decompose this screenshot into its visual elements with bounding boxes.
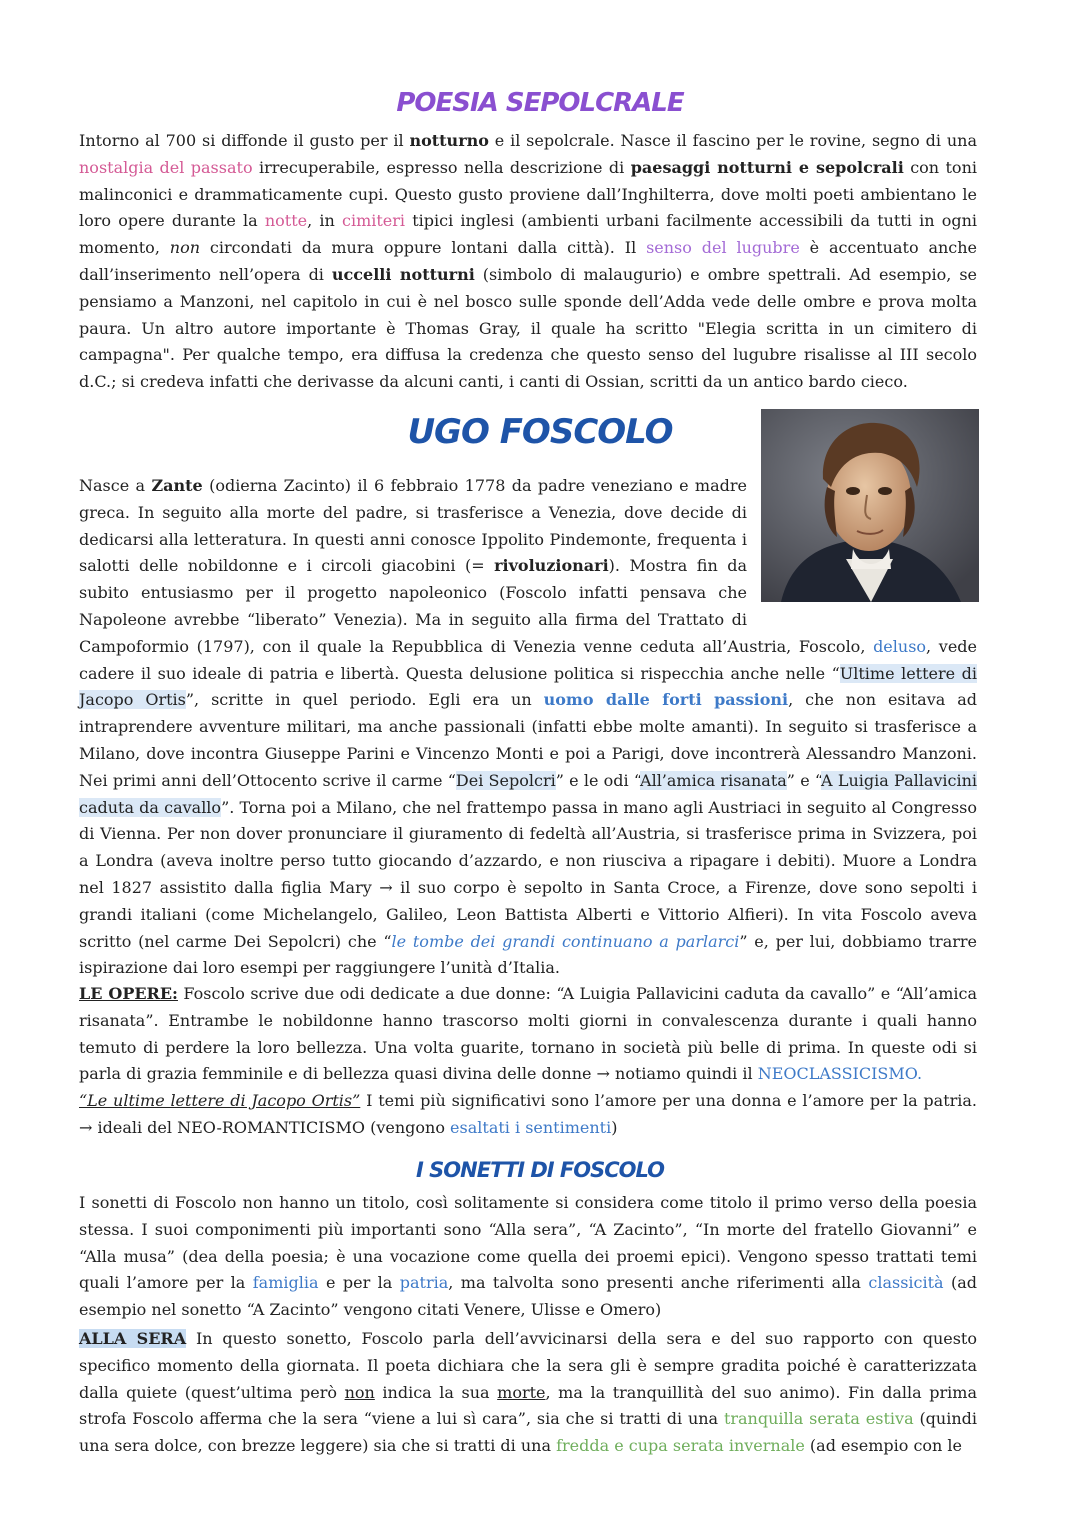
title-poesia-sepolcrale: POESIA SEPOLCRALE	[396, 88, 684, 118]
highlighted-title: All’amica risanata	[640, 770, 787, 790]
highlight-text: NEOCLASSICISMO.	[757, 1064, 923, 1084]
highlight-text: notte	[264, 211, 308, 231]
portrait-image	[761, 409, 979, 602]
highlight-text: tranquilla serata estiva	[723, 1409, 914, 1429]
text: con toni malinconici e drammaticamente cupi. Questo gusto proviene dall’Inghilterra, dove molti poeti ambientano le loro opere durante la	[79, 157, 977, 231]
paragraph-alla-sera	[79, 1326, 977, 1460]
section-label: ALLA SERA	[79, 1329, 187, 1348]
section-label: LE OPERE:	[79, 984, 178, 1003]
bold-highlight-text: uomo dalle forti passioni	[543, 690, 789, 710]
text: (ad esempio con le	[804, 1436, 963, 1456]
bold-text: rivoluzionari	[494, 556, 609, 576]
text: e il sepolcrale. Nasce il fascino per le rovine, segno di una	[488, 131, 978, 150]
underlined-text: morte	[497, 1382, 546, 1402]
text: (quindi una sera dolce, con brezze leggere) sia che si tratti di una	[79, 1409, 978, 1456]
text: )	[611, 1117, 618, 1137]
title-ugo-foscolo: UGO FOSCOLO	[407, 412, 673, 452]
highlight-text: fredda e cupa serata invernale	[556, 1436, 805, 1456]
bold-text: Zante	[151, 476, 203, 495]
text: (odierna Zacinto) il 6 febbraio 1778 da padre veneziano e madre greca. In seguito alla morte del padre, si trasferisce a Venezia, dove decide di dedicarsi alla letteratura. In questi anni conosce Ippolito Pindemonte, frequenta i salotti delle nobildonne e i circoli giacobini (=	[79, 476, 747, 576]
text: (simbolo di malaugurio) e ombre spettrali. Ad esempio, se pensiamo a Manzoni, nel capitolo in cui è nel bosco sulle sponde dell’Adda vede delle ombre e prova molta paura. Un altro autore importante è Thomas Gray, il quale ha scritto "Elegia scritta in un cimitero di campagna". Per qualche tempo, era diffusa la credenza che questo senso del lugubre risalisse al III secolo d.C.; si credeva infatti che derivasse da alcuni canti, i canti di Ossian, scritti da un antico bardo cieco.	[79, 264, 978, 392]
text: e per la	[318, 1273, 400, 1293]
underlined-text: non	[344, 1382, 375, 1402]
text: Foscolo scrive due odi dedicate a due donne: “A Luigia Pallavicini caduta da cavallo” e “All’amica risanata”. Entrambe le nobildonne hanno trascorso molti giorni in convalescenza durante i quali hanno temuto di perdere la loro bellezza. Una volta guarite, tornano in società più belle di prima. In queste odi si parla di grazia femminile e di bellezza quasi divina delle donne → notiamo quindi il	[79, 984, 978, 1084]
highlight-text: classicità	[868, 1273, 944, 1293]
text: ” e “	[786, 770, 822, 790]
bold-text: paesaggi notturni e sepolcrali	[630, 157, 904, 177]
highlight-text: senso del lugubre	[646, 238, 800, 258]
paragraph-biografia	[79, 473, 977, 982]
highlighted-title: Dei Sepolcri	[455, 770, 556, 790]
text: I sonetti di Foscolo non hanno un titolo, così solitamente si considera come titolo il primo verso della poesia stessa. I suoi componimenti più importanti sono “Alla sera”, “A Zacinto”, “In morte del fratello Giovanni” e “Alla musa” (dea della poesia; è una vocazione come quella dei proemi epici). Vengono spesso trattati temi quali l’amore per la	[79, 1193, 977, 1293]
bold-text: uccelli notturni	[331, 264, 475, 284]
highlight-text: famiglia	[252, 1273, 319, 1293]
text: ” e, per lui, dobbiamo trarre ispirazione dai loro esempi per raggiungere l’unità d’Italia.	[79, 931, 978, 978]
text: , che non esitava ad intraprendere avventure militari, ma anche passionali (infatti ebbe molte amanti). In seguito si trasferisce a Milano, dove incontra Giuseppe Parini e Vincenzo Monti e poi a Parigi, dove incontrerà Alessandro Manzoni. Nei primi anni dell’Ottocento scrive il carme “	[79, 690, 978, 790]
text: , ma talvolta sono presenti anche riferimenti alla	[448, 1273, 869, 1293]
text: tipici inglesi (ambienti urbani facilmente accessibili da tutti in ogni momento,	[79, 211, 977, 258]
text: ”. Torna poi a Milano, che nel frattempo passa in mano agli Austriaci in seguito al Congresso di Vienna. Per non dover pronunciare il giuramento di fedeltà all’Austria, si trasferisce prima in Svizzera, poi a Londra (aveva inoltre perso tutto giocando d’azzardo, e non riusciva a ripagare i debiti). Muore a Londra nel 1827 assistito dalla figlia Mary → il suo corpo è sepolto in Santa Croce, a Firenze, dove sono sepolti i grandi italiani (come Michelangelo, Galileo, Leon Battista Alberti e Vittorio Alfieri). In vita Foscolo aveva scritto (nel carme Dei Sepolcri) che “	[79, 797, 977, 951]
text: (ad esempio nel sonetto “A Zacinto” vengono citati Venere, Ulisse e Omero)	[79, 1273, 978, 1320]
title-sonetti: I SONETTI DI FOSCOLO	[416, 1158, 664, 1182]
highlighted-title: A Luigia Pallavicini caduta da cavallo	[79, 770, 978, 817]
italic-text: non	[169, 238, 201, 258]
paragraph-sonetti	[79, 1190, 977, 1324]
highlight-text: nostalgia del passato	[79, 157, 253, 177]
text: , in	[307, 211, 342, 231]
highlight-text: deluso	[873, 636, 927, 656]
text: In questo sonetto, Foscolo parla dell’avvicinarsi della sera e del suo rapporto con questo specifico momento della giornata. Il poeta dichiara che la sera gli è sempre gradita poiché è caratterizzata dalla quiete (quest’ultima però	[79, 1329, 977, 1402]
text: , ma la tranquillità del suo animo). Fin dalla prima strofa Foscolo afferma che la sera “viene a lui sì cara”, sia che si tratti di una	[79, 1382, 977, 1429]
text: Intorno al 700 si diffonde il gusto per il	[79, 131, 410, 150]
text: circondati da mura oppure lontani dalla città). Il	[200, 238, 647, 258]
text: irrecuperabile, espresso nella descrizione di	[252, 157, 631, 177]
text: I temi più significativi sono l’amore per una donna e l’amore per la patria. → ideali del NEO-ROMANTICISMO (vengono	[79, 1091, 978, 1137]
text: indica la sua	[374, 1382, 498, 1402]
bold-text: notturno	[409, 131, 489, 150]
paragraph-le-opere	[79, 981, 977, 1142]
highlight-text: esaltati i sentimenti	[450, 1117, 612, 1137]
text: ” e le odi “	[555, 770, 641, 790]
text: Nasce a	[79, 476, 152, 495]
text: è accentuato anche dall’inserimento nell’opera di	[79, 238, 978, 284]
quote-text: le tombe dei grandi continuano a parlarci	[391, 931, 740, 951]
work-title: “Le ultime lettere di Jacopo Ortis”	[79, 1091, 361, 1111]
highlighted-title: Ultime lettere di Jacopo Ortis	[79, 663, 977, 710]
text: ). Mostra fin da subito entusiasmo per il progetto napoleonico (Foscolo infatti pensava che Napoleone avrebbe “liberato” Venezia). Ma in seguito alla firma del Trattato di Campoformio (1797), con il quale la Repubblica di Venezia venne ceduta all’Austria, Foscolo,	[79, 556, 874, 656]
highlight-text: patria	[399, 1273, 449, 1293]
text: , vede cadere il suo ideale di patria e libertà. Questa delusione politica si rispecchia anche nelle “	[79, 636, 978, 683]
highlight-text: cimiteri	[341, 211, 406, 231]
paragraph-poesia-sepolcrale	[79, 128, 977, 396]
text: ”, scritte in quel periodo. Egli era un	[185, 690, 544, 710]
